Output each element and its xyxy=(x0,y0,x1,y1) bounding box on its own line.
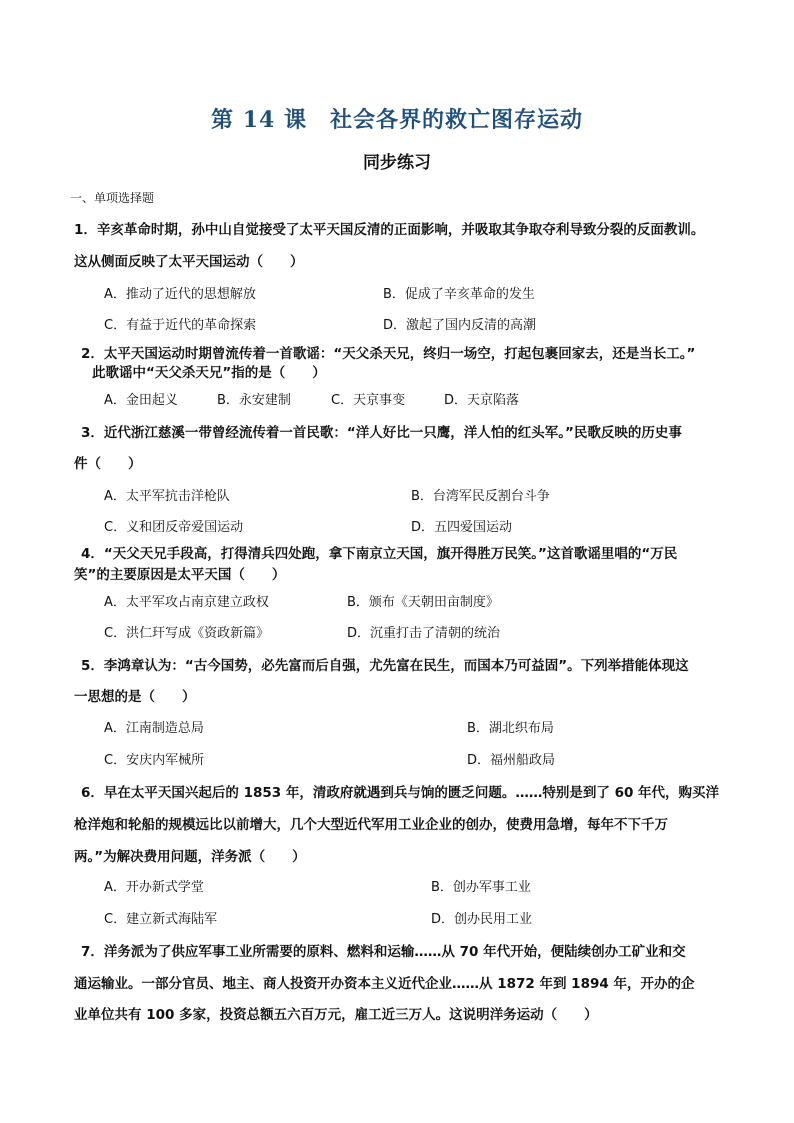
question-4-option-a: A．太平军攻占南京建立政权 xyxy=(104,595,269,610)
question-6-option-b: B．创办军事工业 xyxy=(431,880,531,895)
question-2-stem-line-1: 2．太平天国运动时期曾流传着一首歌谣：“天父杀天兄，终归一场空，打起包裹回家去，还是当长工。” xyxy=(81,346,696,362)
question-1-option-a: A．推动了近代的思想解放 xyxy=(104,287,256,302)
question-5-option-b: B．湖北织布局 xyxy=(467,721,554,736)
question-6-option-c: C．建立新式海陆军 xyxy=(104,912,218,927)
question-6-option-d: D．创办民用工业 xyxy=(431,912,533,927)
question-2-option-c: C．天京事变 xyxy=(331,393,406,408)
question-2-stem-line-2: 此歌谣中“天父杀天兄”指的是（ ） xyxy=(92,365,326,381)
question-5-stem-line-2: 一思想的是（ ） xyxy=(74,689,196,705)
question-1-option-c: C．有益于近代的革命探索 xyxy=(104,318,257,333)
question-4-stem-line-1: 4．“天父天兄手段高，打得清兵四处跑，拿下南京立天国，旗开得胜万民笑。”这首歌谣里唱的“万民 xyxy=(81,546,678,562)
question-7-stem-line-2: 通运输业。一部分官员、地主、商人投资开办资本主义近代企业……从 1872 年到 1894 年，开办的企 xyxy=(74,976,695,992)
question-4-option-b: B．颁布《天朝田亩制度》 xyxy=(347,595,499,610)
question-3-option-c: C．义和团反帝爱国运动 xyxy=(104,520,244,535)
question-1-option-d: D．激起了国内反清的高潮 xyxy=(383,318,537,333)
question-5-option-d: D．福州船政局 xyxy=(467,753,556,768)
question-7-stem-line-3: 业单位共有 100 多家，投资总额五六百万元，雇工近三万人。这说明洋务运动（ ） xyxy=(74,1007,598,1023)
question-4-stem-line-2: 笑”的主要原因是太平天国（ ） xyxy=(74,567,286,583)
question-5-stem-line-1: 5．李鸿章认为：“古今国势，必先富而后自强，尤先富在民生，而国本乃可益固”。下列举措能体现这 xyxy=(81,658,689,674)
question-6-stem-line-3: 两。”为解决费用问题，洋务派（ ） xyxy=(74,849,306,865)
question-2-option-b: B．永安建制 xyxy=(217,393,291,408)
question-3-option-b: B．台湾军民反割台斗争 xyxy=(411,489,550,504)
question-3-option-a: A．太平军抗击洋枪队 xyxy=(104,489,230,504)
question-5-option-a: A．江南制造总局 xyxy=(104,721,204,736)
question-3-option-d: D．五四爱国运动 xyxy=(411,520,513,535)
question-4-option-d: D．沉重打击了清朝的统治 xyxy=(347,626,501,641)
question-3-stem-line-2: 件（ ） xyxy=(74,456,142,472)
question-7-stem-line-1: 7．洋务派为了供应军事工业所需要的原料、燃料和运输……从 70 年代开始，便陆续创办工矿业和交 xyxy=(81,944,686,960)
question-2-option-a: A．金田起义 xyxy=(104,393,178,408)
question-1-option-b: B．促成了辛亥革命的发生 xyxy=(383,287,535,302)
question-4-option-c: C．洪仁玕写成《资政新篇》 xyxy=(104,626,270,641)
question-3-stem-line-1: 3．近代浙江慈溪一带曾经流传着一首民歌：“洋人好比一只鹰，洋人怕的红头军。”民歌反映的历史事 xyxy=(81,425,682,441)
page-title: 第 14 课 社会各界的救亡图存运动 xyxy=(211,107,583,133)
question-1-stem-line-2: 这从侧面反映了太平天国运动（ ） xyxy=(74,254,304,270)
section-heading: 一、单项选择题 xyxy=(70,191,155,205)
question-6-option-a: A．开办新式学堂 xyxy=(104,880,204,895)
page-subtitle: 同步练习 xyxy=(363,153,431,173)
question-6-stem-line-1: 6．早在太平天国兴起后的 1853 年，清政府就遇到兵与饷的匮乏问题。……特别是到了 60 年代，购买洋 xyxy=(81,785,720,801)
question-1-stem-line-1: 1．辛亥革命时期，孙中山自觉接受了太平天国反清的正面影响，并吸取其争取夺利导致分裂的反面教训。 xyxy=(74,222,705,238)
question-5-option-c: C．安庆内军械所 xyxy=(104,753,205,768)
question-2-option-d: D．天京陷落 xyxy=(444,393,520,408)
question-6-stem-line-2: 枪洋炮和轮船的规模远比以前增大，几个大型近代军用工业企业的创办，使费用急增，每年不下千万 xyxy=(74,817,668,833)
